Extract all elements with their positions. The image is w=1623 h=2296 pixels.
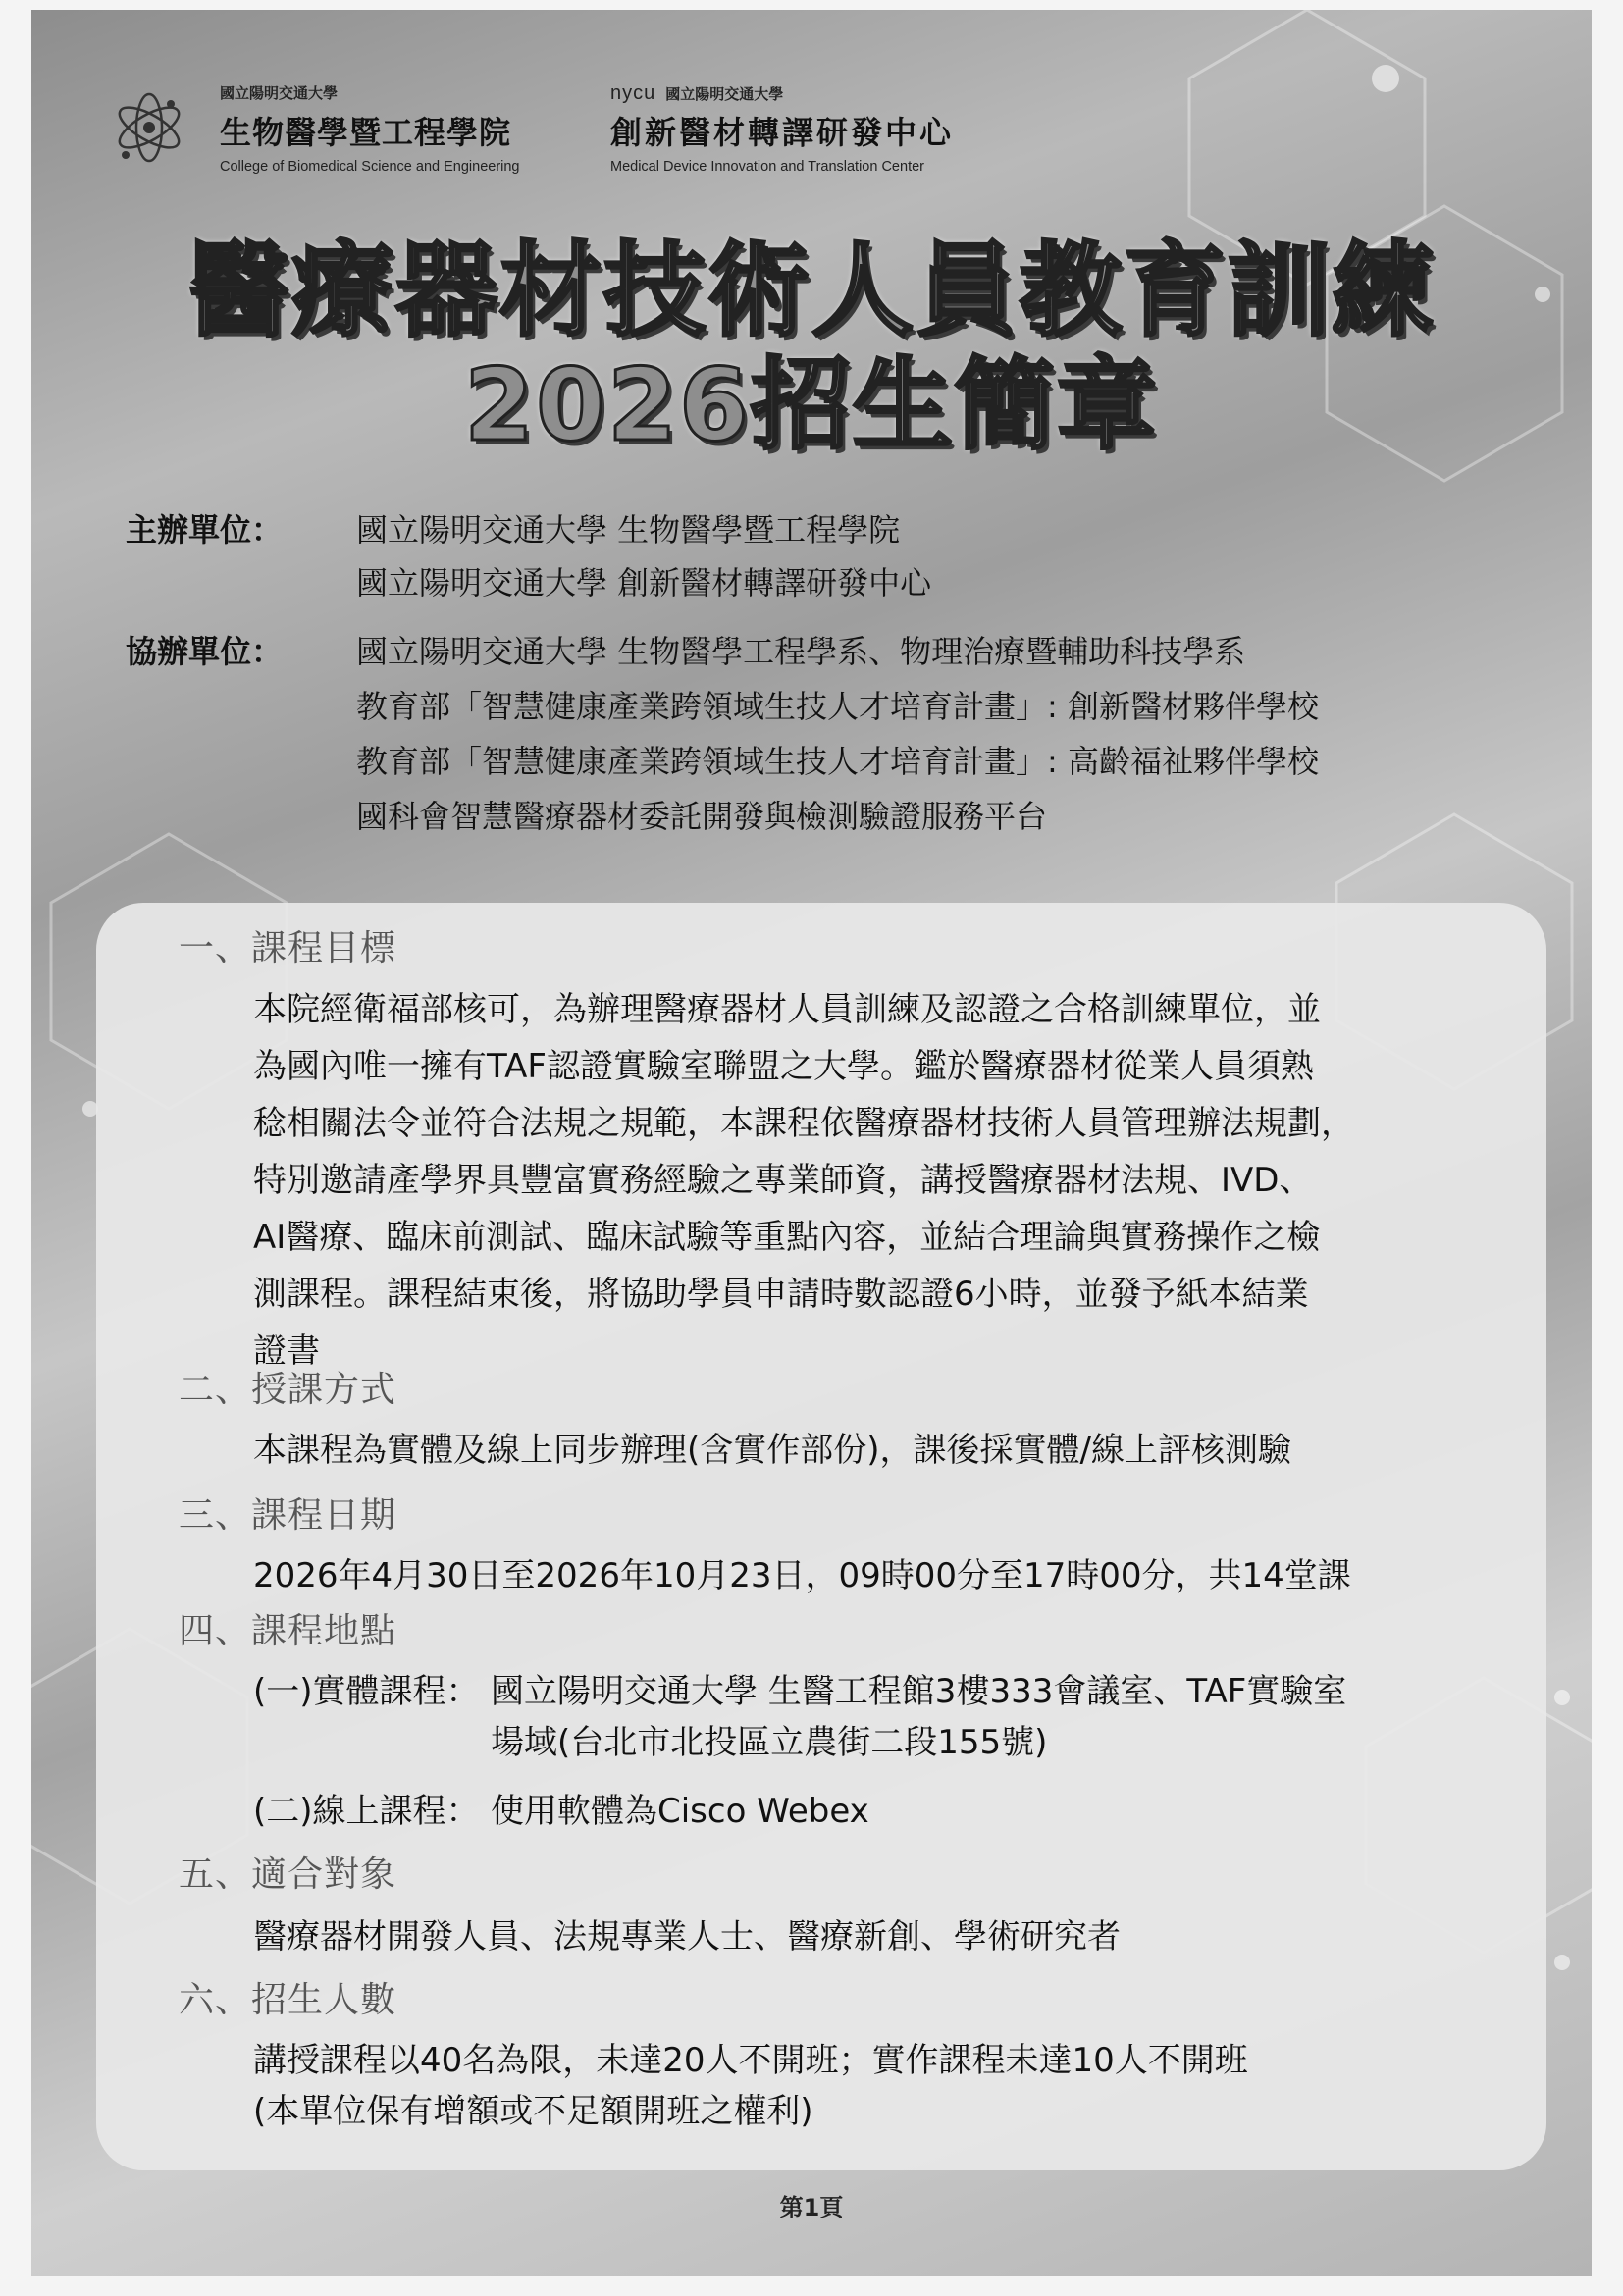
college-atom-logo-icon xyxy=(110,86,193,170)
online-course-label: (二)線上課程： xyxy=(253,1792,480,1831)
main-title-line1: 醫療器材技術人員教育訓練 xyxy=(186,231,1436,350)
college-logo-block xyxy=(110,69,601,177)
college-name-zh: 生物醫學暨工程學院 xyxy=(220,114,512,151)
host-label: 主辦單位： xyxy=(126,511,284,548)
co-organizer-item: 教育部「智慧健康產業跨領域生技人才培育計畫」: 創新醫材夥伴學校 xyxy=(356,688,1319,725)
paragraph-line: 為國內唯一擁有TAF認證實驗室聯盟之大學。鑑於醫療器材從業人員須熟 xyxy=(253,1047,1314,1086)
section-heading-audience: 五、適合對象 xyxy=(179,1854,397,1895)
center-name-zh: 創新醫材轉譯研發中心 xyxy=(610,114,955,151)
main-title-line2: 2026招生簡章 xyxy=(464,347,1159,464)
section-heading-method: 二、授課方式 xyxy=(179,1370,397,1410)
paragraph-line: 證書 xyxy=(253,1331,320,1371)
section-body-enrollment-note: (本單位保有增額或不足額開班之權利) xyxy=(253,2092,813,2131)
section-body-enrollment-limit: 講授課程以40名為限，未達20人不開班；實作課程未達10人不開班 xyxy=(253,2041,1248,2080)
paragraph-line: 測課程。課程結束後，將協助學員申請時數認證6小時，並發予紙本結業 xyxy=(253,1275,1309,1314)
co-organizer-item: 國立陽明交通大學 生物醫學工程學系、物理治療暨輔助科技學系 xyxy=(356,633,1246,670)
paragraph-line: 特別邀請產學界具豐富實務經驗之專業師資，講授醫療器材法規、IVD、 xyxy=(253,1161,1313,1200)
nycu-logo: nycu xyxy=(610,82,656,104)
section-heading-location: 四、課程地點 xyxy=(179,1611,397,1651)
physical-course-address: 場域(台北市北投區立農街二段155號) xyxy=(491,1723,1048,1762)
section-heading-goals: 一、課程目標 xyxy=(179,928,397,968)
college-university-name: 國立陽明交通大學 xyxy=(220,84,339,102)
center-university-line xyxy=(610,82,783,105)
brochure-page xyxy=(31,10,1592,2276)
physical-course-label: (一)實體課程： xyxy=(253,1672,480,1711)
co-organizer-label: 協辦單位： xyxy=(126,633,284,670)
co-organizer-item: 國科會智慧醫療器材委託開發與檢測驗證服務平台 xyxy=(356,798,1048,835)
paragraph-line: 本院經衛福部核可，為辦理醫療器材人員訓練及認證之合格訓練單位，並 xyxy=(253,990,1321,1029)
page-number: 第1頁 xyxy=(779,2194,844,2221)
center-logo-block xyxy=(610,69,1101,177)
section-body-goals xyxy=(253,981,1524,1380)
section-body-dates: 2026年4月30日至2026年10月23日，09時00分至17時00分，共14堂課 xyxy=(253,1556,1351,1595)
center-university-name: 國立陽明交通大學 xyxy=(665,85,784,103)
college-name-en: College of Biomedical Science and Engineering xyxy=(220,159,520,175)
section-body-method: 本課程為實體及線上同步辦理(含實作部份)，課後採實體/線上評核測驗 xyxy=(253,1431,1291,1470)
host-item: 國立陽明交通大學 創新醫材轉譯研發中心 xyxy=(356,564,932,601)
paragraph-line: 稔相關法令並符合法規之規範，本課程依醫療器材技術人員管理辦法規劃， xyxy=(253,1104,1354,1143)
section-heading-dates: 三、課程日期 xyxy=(179,1495,397,1536)
paragraph-line: AI醫療、臨床前測試、臨床試驗等重點內容，並結合理論與實務操作之檢 xyxy=(253,1218,1321,1257)
co-organizer-item: 教育部「智慧健康產業跨領域生技人才培育計畫」: 高齡福祉夥伴學校 xyxy=(356,743,1319,780)
center-name-en: Medical Device Innovation and Translation Center xyxy=(610,159,924,175)
physical-course-location: 國立陽明交通大學 生醫工程館3樓333會議室、TAF實驗室 xyxy=(491,1672,1347,1711)
online-course-software: 使用軟體為Cisco Webex xyxy=(491,1792,869,1831)
section-heading-enrollment: 六、招生人數 xyxy=(179,1980,397,2020)
section-body-audience: 醫療器材開發人員、法規專業人士、醫療新創、學術研究者 xyxy=(253,1917,1121,1957)
host-item: 國立陽明交通大學 生物醫學暨工程學院 xyxy=(356,511,901,548)
